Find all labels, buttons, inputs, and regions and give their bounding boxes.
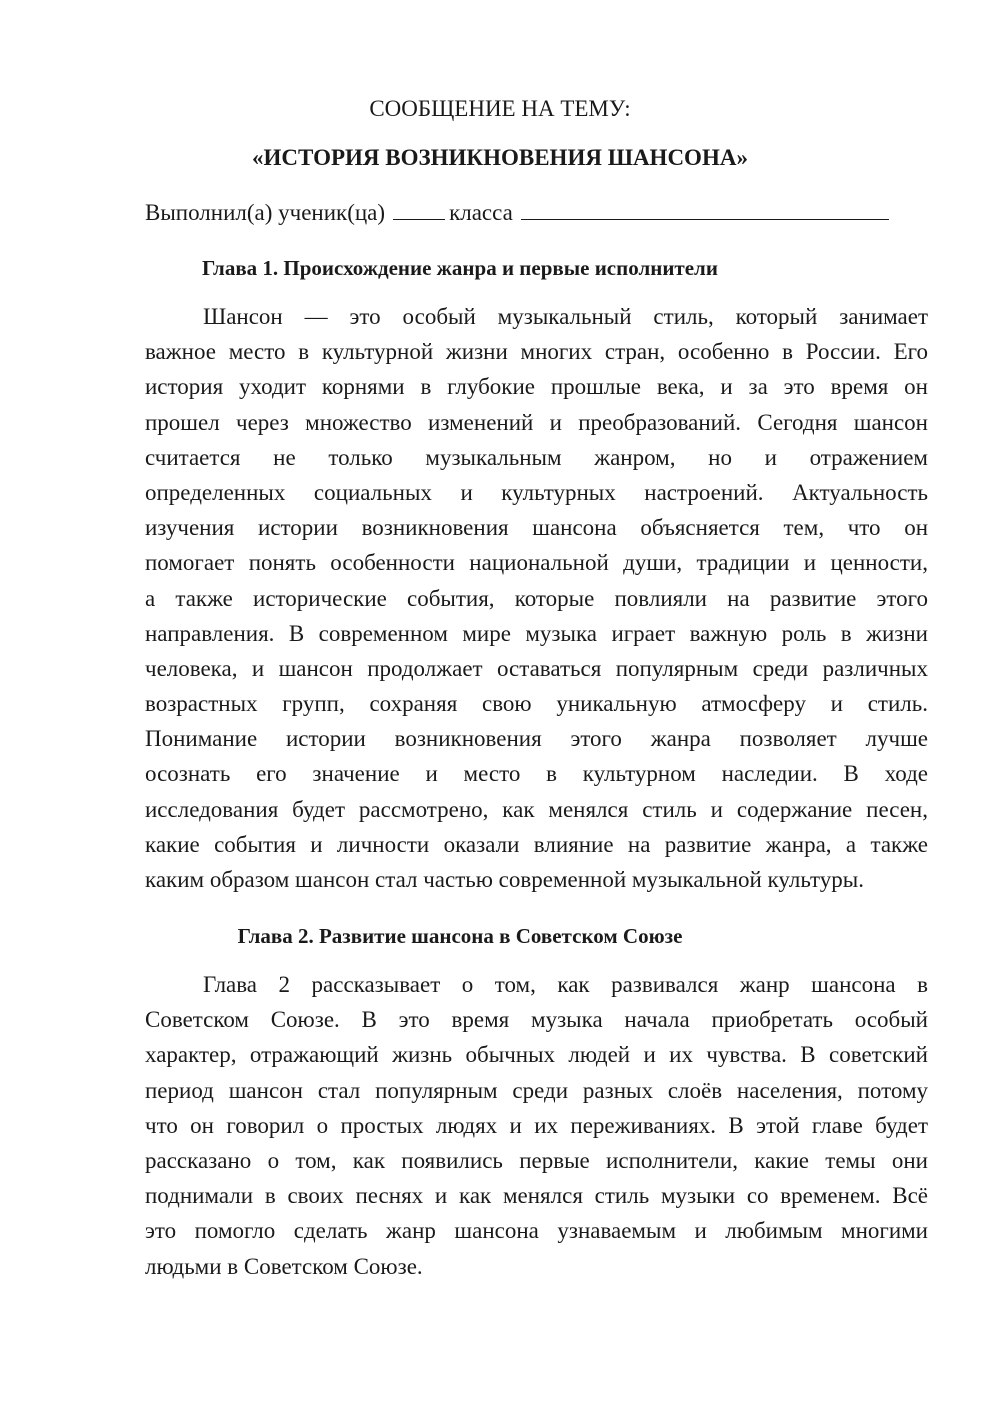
document-title-line1: СООБЩЕНИЕ НА ТЕМУ: xyxy=(369,96,631,121)
body-line: Советском Союзе. В это время музыка начала приобретать особый xyxy=(145,1007,928,1033)
body-line: какие события и личности оказали влияние на развитие жанра, а также xyxy=(145,831,928,857)
body-line: людьми в Советском Союзе. xyxy=(145,1253,423,1279)
body-line: прошел через множество изменений и преобразований. Сегодня шансон xyxy=(145,409,928,435)
document-title-line2: «ИСТОРИЯ ВОЗНИКНОВЕНИЯ ШАНСОНА» xyxy=(252,145,748,170)
body-line: Глава 2 рассказывает о том, как развивался жанр шансона в xyxy=(203,972,928,997)
chapter2-heading: Глава 2. Развитие шансона в Советском Союзе xyxy=(237,924,683,948)
body-line: а также исторические события, которые повлияли на развитие этого xyxy=(145,585,928,611)
class-word: класса xyxy=(449,200,513,225)
body-line: характер, отражающий жизнь обычных людей и их чувства. В советский xyxy=(145,1042,928,1068)
chapter1-body xyxy=(145,299,928,897)
body-line: считается не только музыкальным жанром, но и отражением xyxy=(145,444,928,470)
body-line: важное место в культурной жизни многих стран, особенно в России. Его xyxy=(145,339,928,365)
body-line: возрастных групп, сохраняя свою уникальную атмосферу и стиль. xyxy=(145,691,928,717)
author-prefix: Выполнил(а) ученик(ца) xyxy=(145,200,386,225)
body-line: человека, и шансон продолжает оставаться популярным среди различных xyxy=(145,655,928,681)
class-name-blank xyxy=(521,197,889,220)
body-line: рассказано о том, как появились первые исполнители, какие темы они xyxy=(145,1147,928,1173)
body-line: осознать его значение и место в культурном наследии. В ходе xyxy=(145,761,928,787)
chapter2-body xyxy=(145,967,928,1284)
body-line: что он говорил о простых людях и их переживаниях. В этой главе будет xyxy=(145,1112,928,1138)
body-line: изучения истории возникновения шансона объясняется тем, что он xyxy=(145,515,928,541)
body-line: направления. В современном мире музыка играет важную роль в жизни xyxy=(145,620,928,646)
body-line: это помогло сделать жанр шансона узнаваемым и любимым многими xyxy=(145,1218,928,1244)
body-line: исследования будет рассмотрено, как менялся стиль и содержание песен, xyxy=(145,796,928,822)
body-line: Понимание истории возникновения этого жанра позволяет лучше xyxy=(145,726,928,752)
body-line: Шансон — это особый музыкальный стиль, который занимает xyxy=(203,304,928,329)
body-line: каким образом шансон стал частью современной музыкальной культуры. xyxy=(145,867,864,892)
chapter1-heading: Глава 1. Происхождение жанра и первые исполнители xyxy=(202,256,718,280)
body-line: период шансон стал популярным среди разных слоёв населения, потому xyxy=(145,1077,928,1103)
author-line xyxy=(145,197,889,228)
grade-blank xyxy=(393,197,445,220)
body-line: определенных социальных и культурных настроений. Актуальность xyxy=(145,479,928,505)
body-line: помогает понять особенности национальной души, традиции и ценности, xyxy=(145,550,928,576)
body-line: поднимали в своих песнях и как менялся стиль музыки со временем. Всё xyxy=(145,1183,928,1209)
body-line: история уходит корнями в глубокие прошлые века, и за это время он xyxy=(145,374,928,400)
